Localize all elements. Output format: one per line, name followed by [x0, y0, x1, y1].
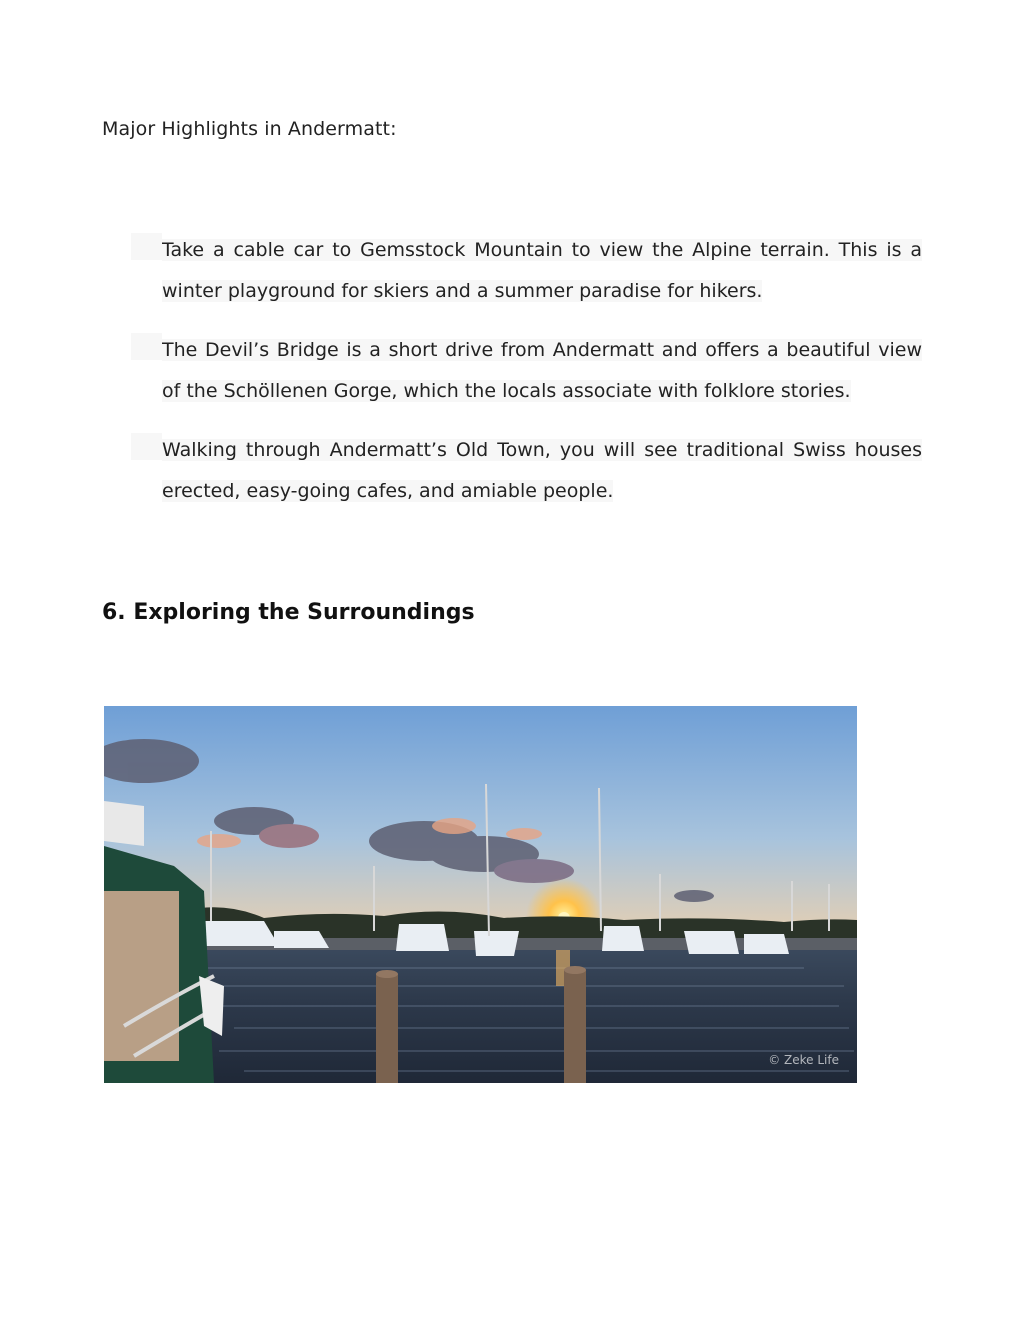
highlights-list [131, 230, 922, 530]
list-item-text: Take a cable car to Gemsstock Mountain to view the Alpine terrain. This is a winter playground for skiers and a summer paradise for hikers. [162, 239, 922, 302]
list-item [131, 230, 922, 312]
photo-watermark: © Zeke Life [768, 1053, 839, 1067]
section-heading: 6. Exploring the Surroundings [102, 600, 475, 625]
list-item-text: The Devil’s Bridge is a short drive from Andermatt and offers a beautiful view of the Schöllenen Gorge, which the locals associate with folklore stories. [162, 339, 922, 402]
list-item [131, 430, 922, 512]
intro-text: Major Highlights in Andermatt: [102, 118, 397, 140]
bullet-marker [131, 333, 162, 360]
marina-sunset-photo [104, 706, 857, 1083]
list-item [131, 330, 922, 412]
bullet-marker [131, 433, 162, 460]
bullet-marker [131, 233, 162, 260]
list-item-text: Walking through Andermatt’s Old Town, you will see traditional Swiss houses erected, easy-going cafes, and amiable people. [162, 439, 922, 502]
